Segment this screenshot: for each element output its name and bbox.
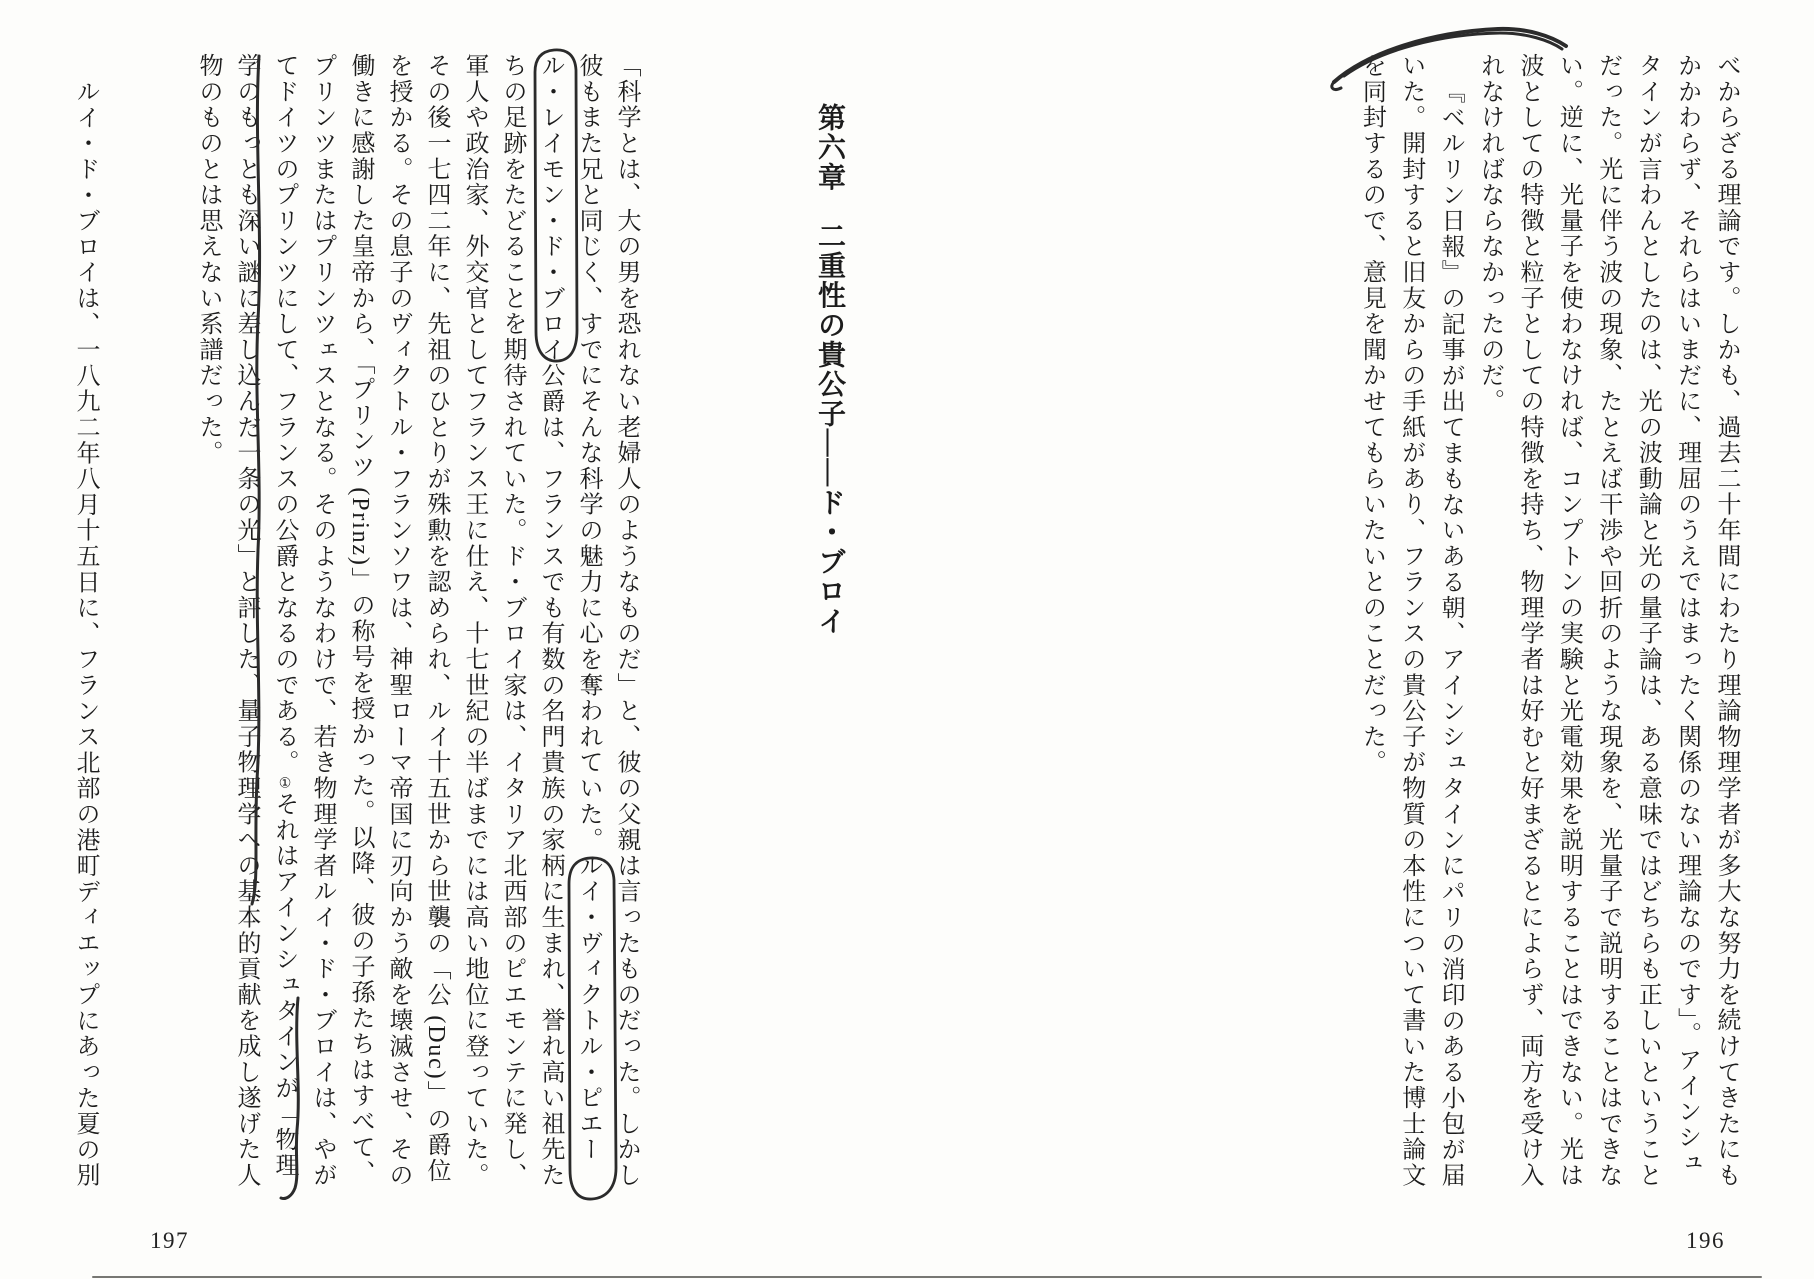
- paragraph-text: 「科学とは、大の男を恐れない老婦人のようなものだ」と、彼の父親は言ったものだった。しかし彼もまた兄と同じく、すでにそんな科学の魅力に心を奪われていた。ルイ・ヴィクトル・ピエール・レイモン・ド・ブロイ公爵は、フランスでも有数の名門貴族の家柄に生まれ、誉れ高い祖先たちの足跡をたどることを期待されていた。ド・ブロイ家は、イタリア北西部のピエモンテに発し、軍人や政治家、外交官としてフランス王に仕え、十七世紀の半ばまでには高い地位に登っていた。その後一七四二年に、先祖のひとりが殊勲を認められ、ルイ十五世から世襲の「公 (Duc)」の爵位を授かる。その息子のヴィクトル・フランソワは、神聖ローマ帝国に刃向かう敵を壊滅させ、その働きに感謝した皇帝から、「プリンツ (Prinz)」の称号を授かった。以降、彼の子孫たちはすべて、プリンツまたはプリンツェスとなる。そのようなわけで、若き物理学者ルイ・ド・ブロイは、やがてドイツのプリンツにして、フランスの公爵となるのである。: [271, 53, 639, 1189]
- paragraph: [189, 53, 645, 1195]
- paragraph: べからざる理論です。しかも、過去二十年間にわたり理論物理学者が多大な努力を続けてきたにもかかわらず、それらはいまだに、理屈のうえではまったく関係のない理論なのです」。アインシュタインが言わんとしたのは、光の波動論と光の量子論は、ある意味ではどちらも正しいということだった。光に伴う波の現象、たとえば干渉や回折のような現象を、光量子で説明することはできない。逆に、光量子を使わなければ、コンプトンの実験と光電効果を説明することはできない。光は波としての特徴と粒子としての特徴を持ち、物理学者は好むと好まざるとによらず、両方を受け入れなければならなかったのだ。: [1476, 53, 1739, 1189]
- left-page-last-column: [64, 53, 104, 1201]
- right-page-text-block: [1349, 53, 1745, 1195]
- paragraph-text: それはアインシュタインが「物理学のもっとも深い謎に差し込んだ一条の光」と評した、量子物理学への基本的貢献を成し遂げた人物のものとは思えない系譜だった。: [195, 53, 297, 1189]
- scan-edge-line: [92, 1276, 1762, 1278]
- paragraph: 『ベルリン日報』の記事が出てまもないある朝、アインシュタインにパリの消印のある小包が届いた。開封すると旧友からの手紙があり、フランスの貴公子が物質の本性について書いた博士論文を同封するので、意見を聞かせてもらいたいとのことだった。: [1358, 53, 1464, 1189]
- left-page-text-block: [187, 53, 645, 1195]
- footnote-marker: ①: [277, 775, 292, 792]
- page-number-left: 197: [150, 1228, 189, 1253]
- page-number-right: 196: [1686, 1228, 1725, 1253]
- chapter-heading: 第六章 二重性の貴公子――ド・ブロイ: [814, 103, 845, 636]
- paragraph: ルイ・ド・ブロイは、一八九二年八月十五日に、フランス北部の港町ディエップにあった夏の別: [72, 79, 98, 1189]
